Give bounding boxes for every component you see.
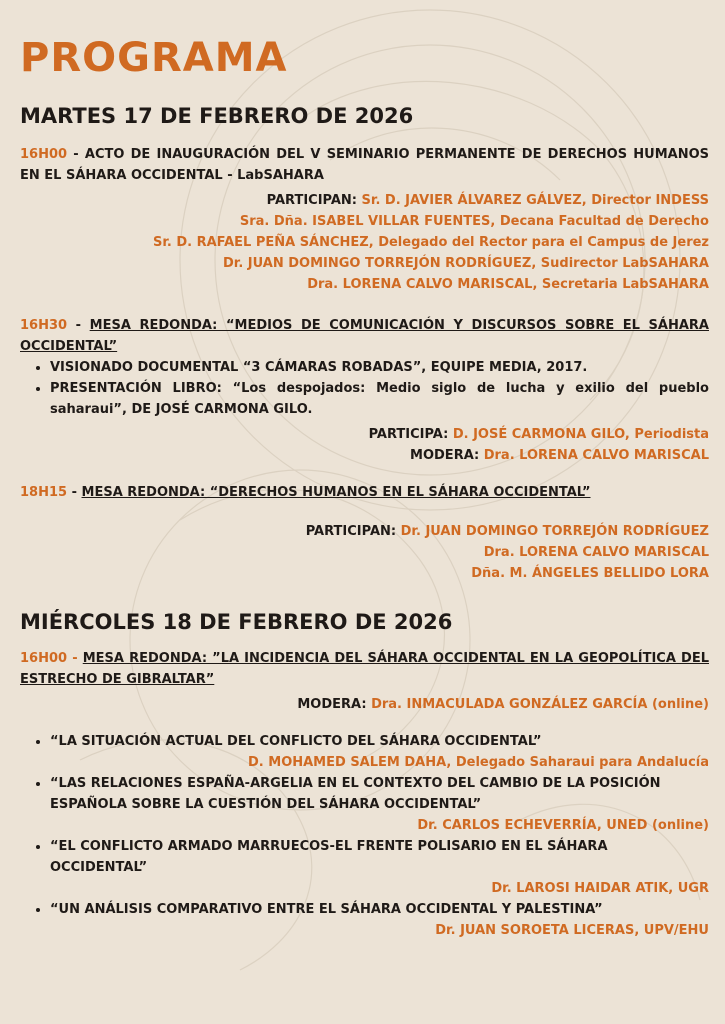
participant: Sr. D. JAVIER ÁLVAREZ GÁLVEZ, Director INDESS bbox=[361, 193, 709, 208]
day1-session2 bbox=[20, 315, 709, 466]
day1-session1 bbox=[20, 144, 709, 295]
session-title bbox=[20, 648, 709, 690]
participants-line bbox=[20, 521, 709, 542]
modera-label: MODERA: bbox=[297, 697, 372, 712]
day2-heading: MIÉRCOLES 18 DE FEBRERO DE 2026 bbox=[20, 610, 453, 634]
talk-title: • “EL CONFLICTO ARMADO MARRUECOS-EL FRENTE POLISARIO EN EL SÁHARA OCCIDENTAL” bbox=[50, 836, 709, 878]
session-text: MESA REDONDA: “MEDIOS DE COMUNICACIÓN Y DISCURSOS SOBRE EL SÁHARA OCCIDENTAL” bbox=[20, 318, 709, 354]
session-text: - ACTO DE INAUGURACIÓN DEL V SEMINARIO PERMANENTE DE DERECHOS HUMANOS EN EL SÁHARA OCCIDENTAL - LabSAHARA bbox=[20, 147, 709, 183]
participant: Sr. D. RAFAEL PEÑA SÁNCHEZ, Delegado del Rector para el Campus de Jerez bbox=[152, 235, 709, 250]
talk-speaker: D. MOHAMED SALEM DAHA, Delegado Saharaui para Andalucía bbox=[248, 755, 709, 770]
participants-label: PARTICIPAN: bbox=[305, 524, 401, 539]
talk-title: • “LA SITUACIÓN ACTUAL DEL CONFLICTO DEL SÁHARA OCCIDENTAL” bbox=[50, 731, 709, 752]
modera-line bbox=[20, 694, 709, 715]
participant: Dra. LORENA CALVO MARISCAL, Secretaria LabSAHARA bbox=[307, 277, 709, 292]
session-dash: - bbox=[67, 318, 90, 333]
session-time: 16H30 bbox=[20, 318, 68, 333]
participa-line bbox=[20, 424, 709, 445]
page-title: PROGRAMA bbox=[20, 35, 288, 81]
modera-line bbox=[20, 445, 709, 466]
talk-speaker: Dr. JUAN SOROETA LICERAS, UPV/EHU bbox=[435, 923, 709, 938]
participant: Dña. M. ÁNGELES BELLIDO LORA bbox=[471, 566, 709, 581]
talk-title: • “UN ANÁLISIS COMPARATIVO ENTRE EL SÁHARA OCCIDENTAL Y PALESTINA” bbox=[50, 899, 709, 920]
talk-speaker: Dr. LAROSI HAIDAR ATIK, UGR bbox=[491, 881, 709, 896]
day1-heading: MARTES 17 DE FEBRERO DE 2026 bbox=[20, 104, 414, 128]
session-text: MESA REDONDA: “DERECHOS HUMANOS EN EL SÁHARA OCCIDENTAL” bbox=[81, 485, 591, 500]
moderator: Dra. LORENA CALVO MARISCAL bbox=[483, 448, 709, 463]
talk-list bbox=[20, 731, 709, 752]
participa-label: PARTICIPA: bbox=[368, 427, 453, 442]
modera-label: MODERA: bbox=[410, 448, 484, 463]
participant: Sra. Dña. ISABEL VILLAR FUENTES, Decana Facultad de Derecho bbox=[239, 214, 709, 229]
talk-speaker: Dr. CARLOS ECHEVERRÍA, UNED (online) bbox=[417, 818, 709, 833]
talk-title: • “LAS RELACIONES ESPAÑA-ARGELIA EN EL CONTEXTO DEL CAMBIO DE LA POSICIÓN ESPAÑOLA SOBRE LA CUESTIÓN DEL SÁHARA OCCIDENTAL” bbox=[50, 773, 709, 815]
session-title bbox=[20, 482, 709, 503]
session-time: 18H15 bbox=[20, 485, 68, 500]
participants-line bbox=[20, 190, 709, 211]
participant: Dr. JUAN DOMINGO TORREJÓN RODRÍGUEZ bbox=[400, 524, 709, 539]
participants-label: PARTICIPAN: bbox=[266, 193, 362, 208]
day2-session1 bbox=[20, 648, 709, 941]
session-title bbox=[20, 315, 709, 357]
list-item: • PRESENTACIÓN LIBRO: “Los despojados: Medio siglo de lucha y exilio del pueblo saharaui”, DE JOSÉ CARMONA GILO. bbox=[50, 378, 709, 420]
talk-list bbox=[20, 836, 709, 878]
session-time: 16H00 bbox=[20, 147, 68, 162]
bullet-list bbox=[20, 357, 709, 420]
day1-session3 bbox=[20, 482, 709, 584]
session-time: 16H00 - bbox=[20, 651, 83, 666]
moderator: Dra. INMACULADA GONZÁLEZ GARCÍA (online) bbox=[371, 697, 709, 712]
session-text: MESA REDONDA: ”LA INCIDENCIA DEL SÁHARA OCCIDENTAL EN LA GEOPOLÍTICA DEL ESTRECHO DE GIBRALTAR” bbox=[20, 651, 709, 687]
list-item: • VISIONADO DOCUMENTAL “3 CÁMARAS ROBADAS”, EQUIPE MEDIA, 2017. bbox=[50, 357, 709, 378]
participant: Dr. JUAN DOMINGO TORREJÓN RODRÍGUEZ, Sudirector LabSAHARA bbox=[222, 256, 709, 271]
session-dash: - bbox=[67, 485, 82, 500]
talk-list bbox=[20, 773, 709, 815]
program-page bbox=[20, 30, 709, 941]
session-title bbox=[20, 144, 709, 186]
participant: D. JOSÉ CARMONA GILO, Periodista bbox=[452, 427, 709, 442]
talk-list bbox=[20, 899, 709, 920]
participant: Dra. LORENA CALVO MARISCAL bbox=[483, 545, 709, 560]
